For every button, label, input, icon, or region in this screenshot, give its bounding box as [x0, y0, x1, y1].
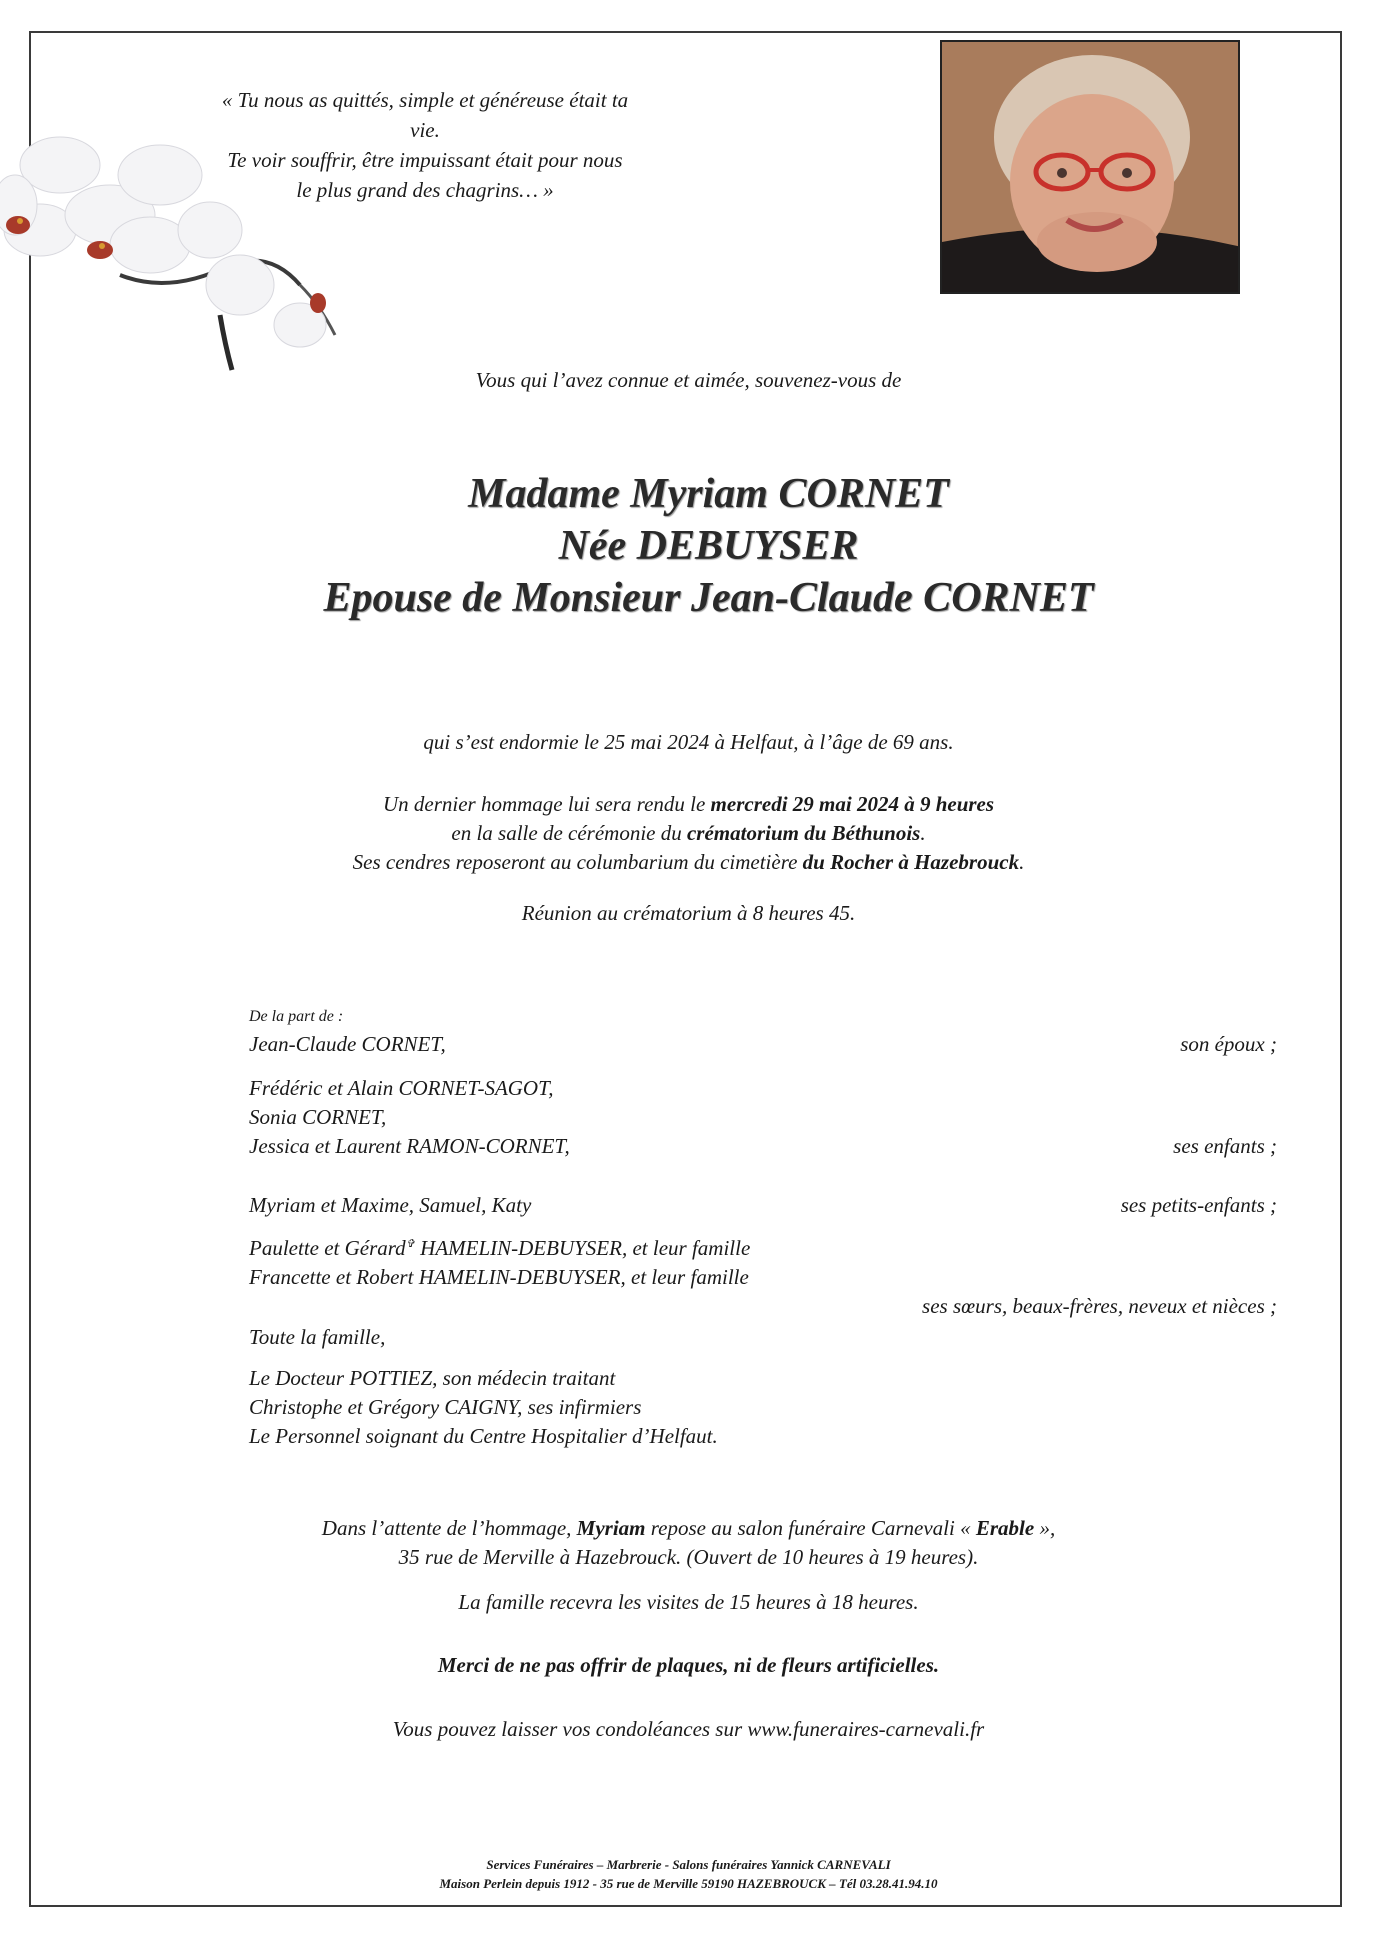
family-role: son époux ;	[1180, 1032, 1277, 1056]
family-row	[249, 1265, 1277, 1294]
deceased-name: Madame Myriam CORNET	[468, 471, 949, 517]
reunion-info: Réunion au crématorium à 8 heures 45.	[521, 901, 856, 925]
portrait-photo	[940, 40, 1240, 294]
ceremony-line: Ses cendres reposeront au columbarium du cimetière du Rocher à Hazebrouck.	[352, 850, 1025, 874]
family-name: Le Docteur POTTIEZ, son médecin traitant	[249, 1366, 616, 1390]
remember-line: Vous qui l’avez connue et aimée, souvenez-vous de	[475, 368, 902, 392]
no-flowers-note: Merci de ne pas offrir de plaques, ni de fleurs artificielles.	[437, 1653, 940, 1677]
maiden-name: Née DEBUYSER	[558, 523, 859, 569]
ceremony-line: Un dernier hommage lui sera rendu le mercredi 29 mai 2024 à 9 heures	[382, 792, 995, 816]
quote-line: « Tu nous as quittés, simple et généreuse était ta vie.	[221, 88, 629, 142]
family-row	[249, 1236, 1277, 1265]
family-role: ses petits-enfants ;	[1120, 1193, 1277, 1217]
ceremony-date: mercredi 29 mai 2024 à 9 heures	[710, 792, 995, 816]
family-name: Frédéric et Alain CORNET-SAGOT,	[249, 1076, 554, 1100]
family-role: ses sœurs, beaux-frères, neveux et nièces ;	[922, 1294, 1277, 1318]
death-info: qui s’est endormie le 25 mai 2024 à Helfaut, à l’âge de 69 ans.	[423, 730, 954, 754]
family-role: ses enfants ;	[1173, 1134, 1277, 1158]
family-name: Toute la famille,	[249, 1325, 386, 1349]
family-row	[249, 1076, 1277, 1105]
funeral-home-line: 35 rue de Merville à Hazebrouck. (Ouvert de 10 heures à 19 heures).	[398, 1545, 979, 1569]
family-row	[249, 1032, 1277, 1061]
family-name: Christophe et Grégory CAIGNY, ses infirmiers	[249, 1395, 642, 1419]
family-row	[249, 1193, 1277, 1222]
funeral-home-info	[0, 1514, 1377, 1572]
family-name: Francette et Robert HAMELIN-DEBUYSER, et leur famille	[249, 1265, 749, 1289]
ceremony-line: en la salle de cérémonie du crématorium du Béthunois.	[451, 821, 926, 845]
deceased-name-block	[0, 468, 1377, 624]
footer-line: Services Funéraires – Marbrerie - Salons funéraires Yannick CARNEVALI	[486, 1857, 891, 1872]
epitaph-quote	[210, 85, 640, 205]
cross-icon: ✞	[405, 1238, 415, 1250]
ceremony-info	[0, 790, 1377, 877]
family-row	[249, 1366, 1277, 1395]
funeral-home-line: Dans l’attente de l’hommage, Myriam repose au salon funéraire Carnevali « Erable »,	[321, 1516, 1056, 1540]
family-name: Myriam et Maxime, Samuel, Katy	[249, 1193, 532, 1217]
quote-line: Te voir souffrir, être impuissant était pour nous	[227, 148, 623, 172]
family-name: Jean-Claude CORNET,	[249, 1032, 446, 1056]
family-row	[249, 1325, 1277, 1354]
visits-info: La famille recevra les visites de 15 heures à 18 heures.	[458, 1590, 919, 1614]
crematorium-name: crématorium du Béthunois	[686, 821, 921, 845]
family-row	[249, 1294, 1277, 1323]
footer-line: Maison Perlein depuis 1912 - 35 rue de Merville 59190 HAZEBROUCK – Tél 03.28.41.94.10	[439, 1876, 938, 1891]
family-row	[249, 1134, 1277, 1163]
family-name: Sonia CORNET,	[249, 1105, 387, 1129]
family-name: Le Personnel soignant du Centre Hospitalier d’Helfaut.	[249, 1424, 718, 1448]
condolences-line: Vous pouvez laisser vos condoléances sur www.funeraires-carnevali.fr	[392, 1717, 985, 1741]
family-row	[249, 1105, 1277, 1134]
family-row	[249, 1395, 1277, 1424]
family-name: Paulette et Gérard✞ HAMELIN-DEBUYSER, et leur famille	[249, 1236, 751, 1260]
family-name: Jessica et Laurent RAMON-CORNET,	[249, 1134, 570, 1158]
footer	[0, 1855, 1377, 1893]
from-label: De la part de :	[249, 1008, 344, 1025]
family-row	[249, 1424, 1277, 1453]
quote-line: le plus grand des chagrins… »	[296, 178, 554, 202]
cemetery-name: du Rocher à Hazebrouck	[802, 850, 1020, 874]
spouse-line: Epouse de Monsieur Jean-Claude CORNET	[323, 575, 1094, 621]
